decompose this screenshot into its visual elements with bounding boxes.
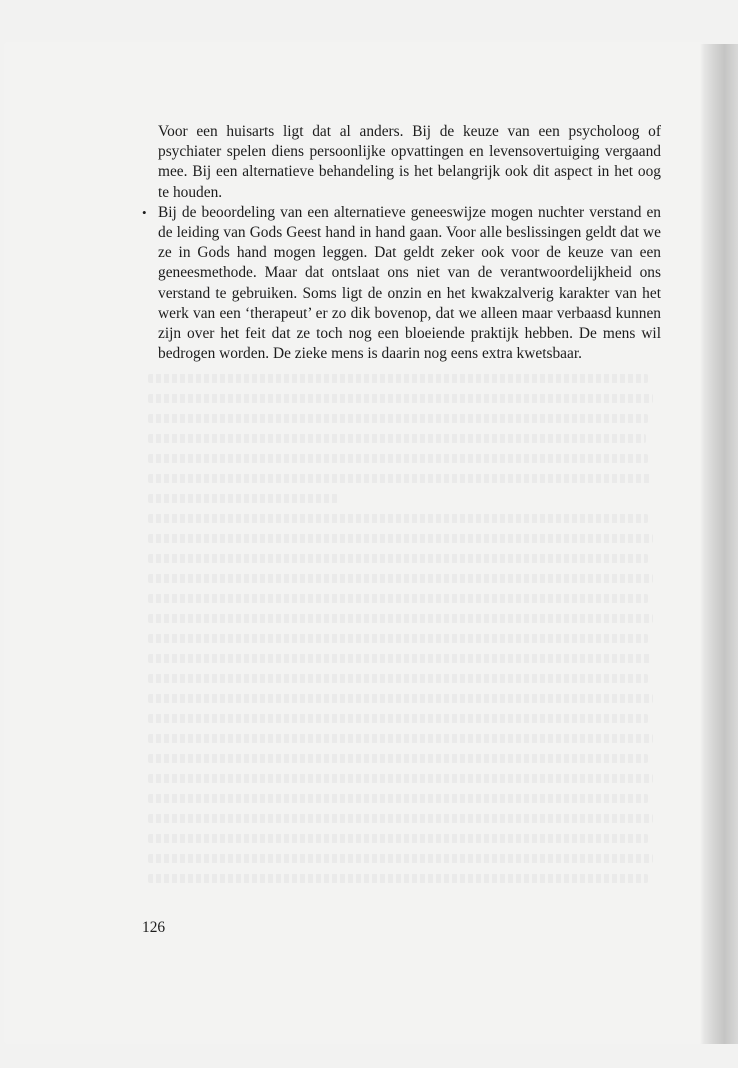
bullet-icon: • [142,204,147,220]
page-number: 126 [142,919,166,936]
book-edge [704,44,738,1044]
bullet-list-item [142,203,661,365]
body-text [139,122,661,364]
continued-paragraph: Voor een huisarts ligt dat al anders. Bij de keuze van een psycholoog of psychiater spelen diens persoonlijke opvattingen en levensovertuiging vergaand mee. Bij een alternatieve behandeling is het belangrijk ook dit aspect in het oog te houden. [158,123,661,201]
bullet-paragraph-text: Bij de beoordeling van een alternatieve geneeswijze mogen nuchter verstand en de leiding van Gods Geest hand in hand gaan. Voor alle beslissingen geldt dat we ze in Gods hand mogen leggen. Dat geldt zeker ook voor de keuze van een geneesmethode. Maar dat ontslaat ons niet van de verantwoordelijkheid ons verstand te gebruiken. Soms ligt de onzin en het kwakzalverig karakter van het werk van een ‘therapeut’ er zo dik bovenop, dat we alleen maar verbaasd kunnen zijn over het feit dat ze toch nog een bloeiende praktijk hebben. De mens wil bedrogen worden. De zieke mens is daarin nog eens extra kwetsbaar. [158,203,661,363]
